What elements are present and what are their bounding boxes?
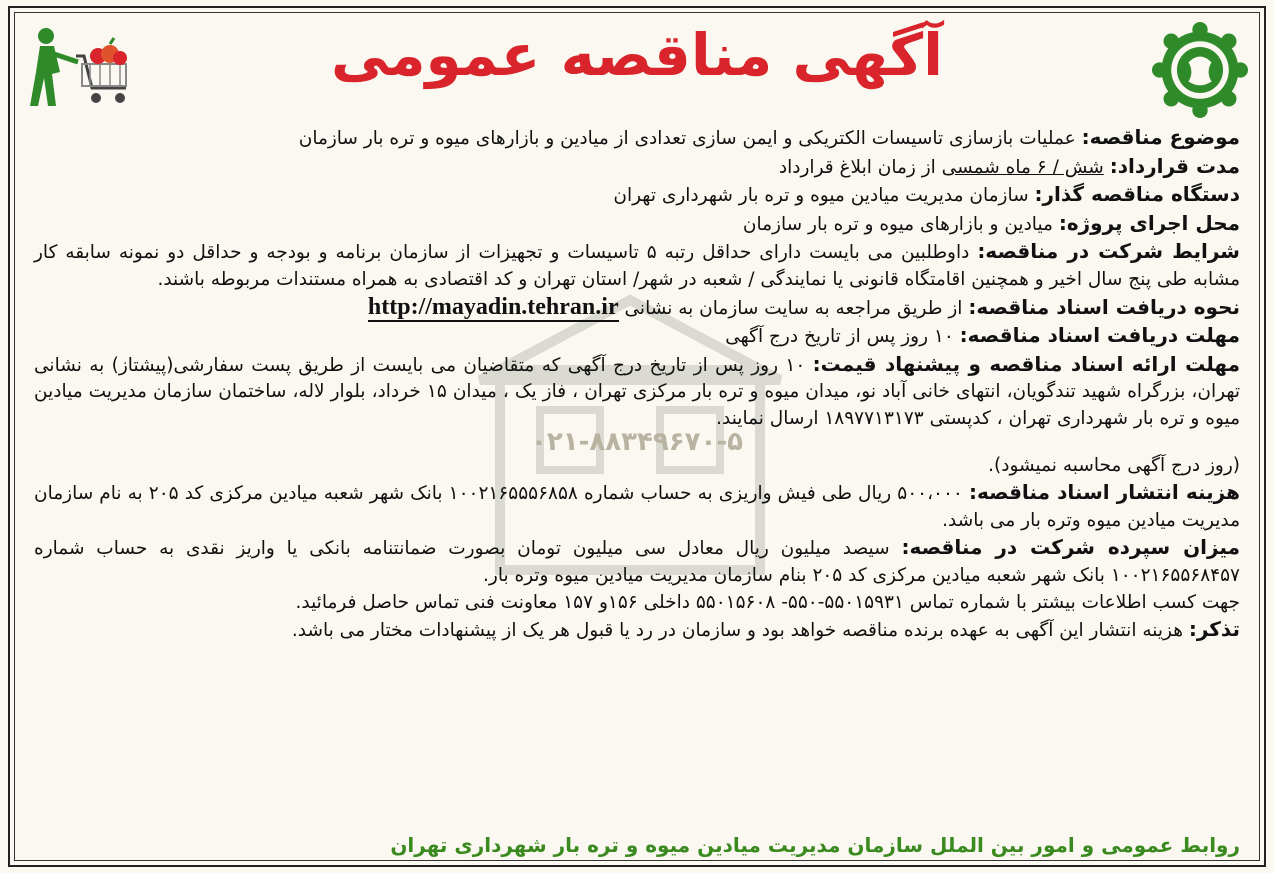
location-text: میادین و بازارهای میوه و تره بار سازمان: [742, 213, 1053, 235]
subject-text: عملیات بازسازی تاسیسات الکتریکی و ایمن سازی تعدادی از میادین و بازارهای میوه و تره بار سازمان: [298, 128, 1076, 149]
organizer-text: سازمان مدیریت میادین میوه و تره بار شهرداری تهران: [613, 185, 1029, 207]
phone-watermark: ۰۲۱-۸۸۳۴۹۶۷۰-۵: [530, 426, 743, 457]
notice-body: [34, 124, 1240, 645]
page-title: آگهی مناقصه عمومی: [330, 21, 944, 89]
conditions-label: شرایط شرکت در مناقصه:: [977, 239, 1240, 264]
organizer-paragraph: [34, 181, 1240, 210]
note-paragraph: [34, 616, 1240, 645]
conditions-text: داوطلبین می بایست دارای حداقل رتبه ۵ تاسیسات و تجهیزات از سازمان برنامه و بودجه و حداقل دو نمونه سابقه کار مشابه طی پنج سال اخیر و همچنین اقامتگاه قانونی یا نمایندگی / شعبه در شهر/ استان تهران و کد اقتصادی به همراه مستندات مربوطه باشند.: [34, 242, 1240, 290]
location-paragraph: [34, 210, 1240, 239]
fee-label: هزینه انتشار اسناد مناقصه:: [968, 480, 1240, 505]
submission-paragraph: [34, 351, 1240, 433]
subject-paragraph: [34, 124, 1240, 153]
fee-paragraph: [34, 479, 1240, 534]
docs-deadline-text: ۱۰ روز پس از تاریخ درج آگهی: [725, 326, 954, 348]
note-label: تذکر:: [1188, 617, 1240, 642]
website-link[interactable]: http://mayadin.tehran.ir: [367, 293, 619, 320]
docs-deadline-paragraph: [34, 322, 1240, 351]
deposit-label: میزان سپرده شرکت در مناقصه:: [901, 535, 1240, 560]
footer-signature: روابط عمومی و امور بین الملل سازمان مدیریت میادین میوه و تره بار شهرداری تهران: [390, 833, 1240, 857]
duration-label: مدت قرارداد:: [1109, 153, 1240, 178]
submission-label: مهلت ارائه اسناد مناقصه و پیشنهاد قیمت:: [812, 351, 1240, 376]
contact-paragraph: [34, 590, 1240, 617]
fee-text: ۵۰۰،۰۰۰ ریال طی فیش واریزی به حساب شماره ۱۰۰۲۱۶۵۵۵۶۸۵۸ بانک شهر شعبه میادین مرکزی کد ۲۰۵ به نام سازمان مدیریت میادین میوه وتره بار می باشد.: [34, 483, 1240, 531]
subject-label: موضوع مناقصه:: [1081, 125, 1240, 149]
note-text: هزینه انتشار این آگهی به عهده برنده مناقصه خواهد بود و سازمان در رد یا قبول هر یک از پیشنهادات مختار می باشد.: [291, 620, 1183, 642]
location-label: محل اجرای پروژه:: [1058, 210, 1240, 235]
duration-text: از زمان ابلاغ قرارداد: [778, 156, 936, 178]
deposit-paragraph: [34, 534, 1240, 589]
conditions-paragraph: [34, 238, 1240, 293]
submission-text: ۱۰ روز پس از تاریخ درج آگهی که متقاضیان می بایست از طریق پست سفارشی(پیشتاز) به نشانی تهران، بزرگراه شهید تندگویان، انتهای خانی آباد نو، میدان میوه و تره بار مرکزی تهران ، فاز یک ، میدان ۱۵ خرداد، بلوار لاله، ساختمان سازمان مدیریت میادین میوه و تره بار شهرداری تهران ، کدپستی ۱۸۹۷۷۱۳۱۷۳ ارسال نمایند.: [34, 354, 1240, 429]
duration-value: شش / ۶ ماه شمسی: [941, 156, 1104, 178]
docs-receipt-paragraph: [34, 294, 1240, 323]
docs-receipt-text: از طریق مراجعه به سایت سازمان به نشانی: [624, 297, 963, 319]
deposit-text: سیصد میلیون ریال معادل سی میلیون تومان بصورت ضمانتنامه بانکی یا واریز نقدی به حساب شماره ۱۰۰۲۱۶۵۵۶۸۴۵۷ بانک شهر شعبه میادین مرکزی کد ۲۰۵ بنام سازمان مدیریت میادین میوه وتره بار.: [34, 538, 1240, 586]
duration-paragraph: [34, 153, 1240, 182]
submission-note-text: (روز درج آگهی محاسبه نمیشود).: [988, 454, 1240, 476]
docs-deadline-label: مهلت دریافت اسناد مناقصه:: [959, 323, 1240, 348]
docs-receipt-label: نحوه دریافت اسناد مناقصه:: [968, 294, 1240, 319]
organizer-label: دستگاه مناقصه گذار:: [1034, 182, 1240, 207]
contact-text: جهت کسب اطلاعات بیشتر با شماره تماس ۵۵۰۱۵۹۳۱-۵۵۰- ۵۵۰۱۵۶۰۸ داخلی ۱۵۶و ۱۵۷ معاونت فنی تماس حاصل فرمائید.: [295, 591, 1240, 613]
